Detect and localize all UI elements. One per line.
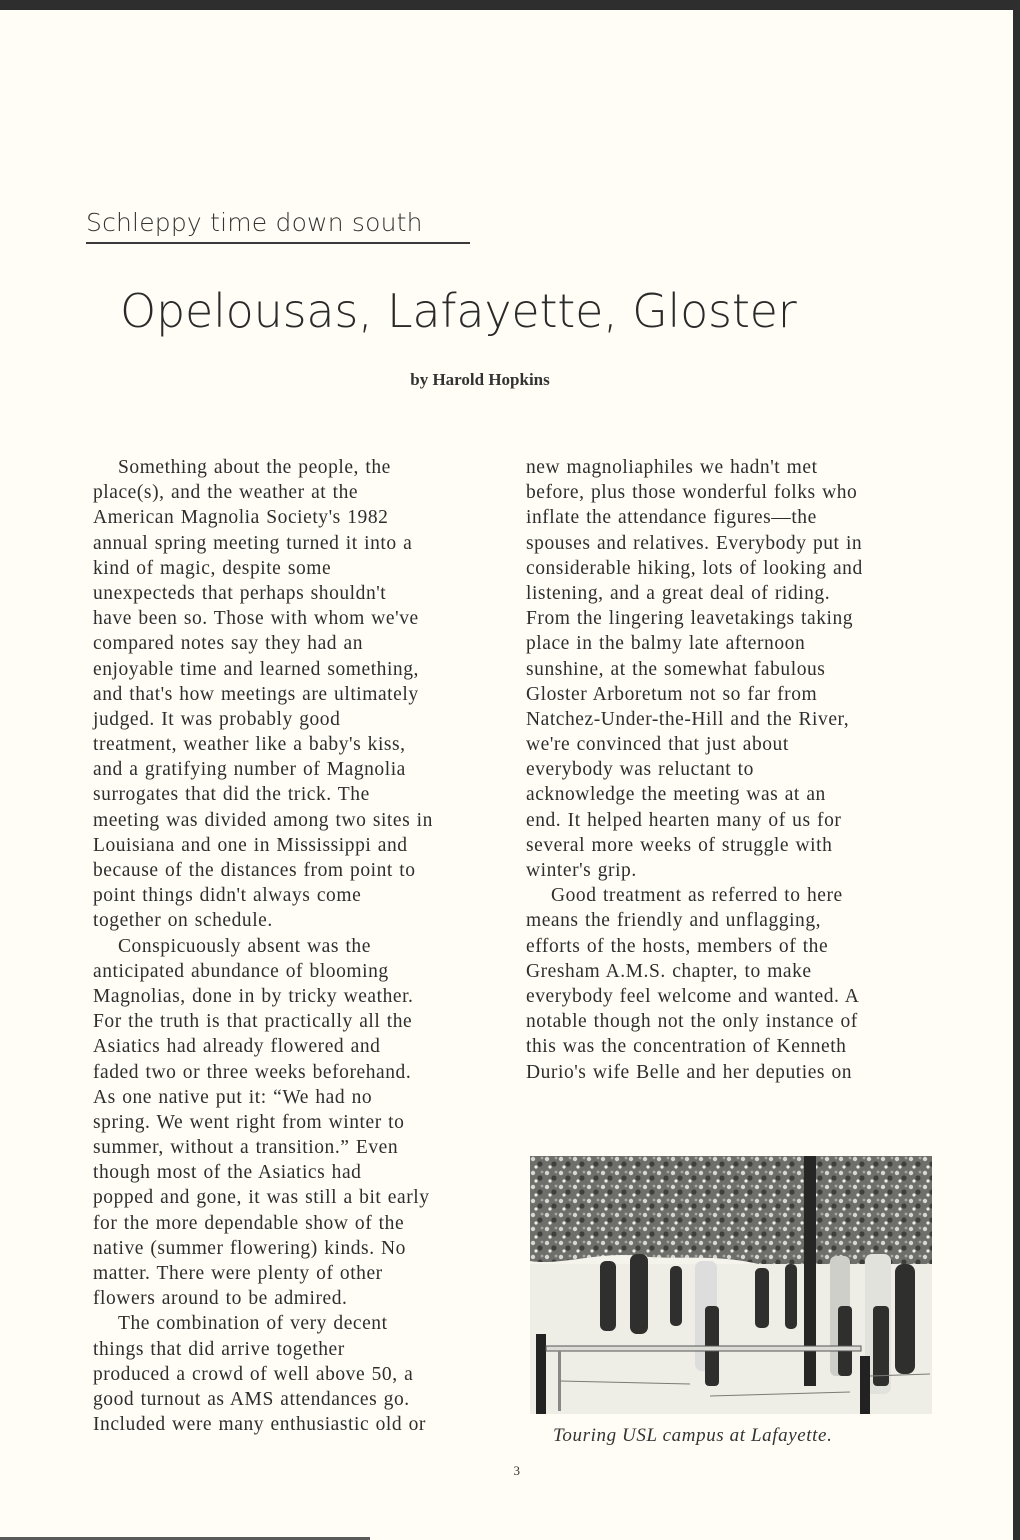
text-line: and that's how meetings are ultimately [93,683,419,705]
text-line: considerable hiking, lots of looking and [526,557,863,579]
text-line: several more weeks of struggle with [526,834,833,856]
article-headline: Opelousas, Lafayette, Gloster [120,284,797,338]
text-line: place in the balmy late afternoon [526,633,806,655]
text-line: spouses and relatives. Everybody put in [526,532,863,554]
text-line: matter. There were plenty of other [93,1263,383,1284]
page-number: 3 [513,1463,520,1478]
text-line: good turnout as AMS attendances go. [93,1388,410,1410]
byline [0,370,960,390]
text-line: have been so. Those with whom we've [93,608,419,630]
text-line: efforts of the hosts, members of the [526,935,829,957]
text-line: things that did arrive together [93,1338,345,1360]
text-line: because of the distances from point to [93,860,416,881]
text-line: Natchez-Under-the-Hill and the River, [526,708,850,730]
text-line: kind of magic, despite some [93,557,332,579]
text-line: summer, without a transition.” Even [93,1137,399,1159]
text-line: new magnoliaphiles we hadn't met [526,457,818,478]
text-line: enjoyable time and learned something, [93,658,419,680]
text-line: Gloster Arboretum not so far from [526,683,818,705]
text-line: before, plus those wonderful folks who [526,482,858,504]
text-line: surrogates that did the trick. The [93,784,370,806]
text-line: Gresham A.M.S. chapter, to make [526,960,812,982]
text-line: For the truth is that practically all the [93,1011,413,1033]
text-line: produced a crowd of well above 50, a [93,1363,414,1385]
text-line: treatment, weather like a baby's kiss, [93,734,406,756]
text-line: flowers around to be admired. [93,1288,348,1310]
text-line: inflate the attendance figures—the [526,507,817,529]
byline-text: by Harold Hopkins [410,370,550,389]
text-line: annual spring meeting turned it into a [93,532,413,554]
text-line: winter's grip. [526,860,637,881]
text-line: faded two or three weeks beforehand. [93,1061,412,1083]
text-line: we're convinced that just about [526,734,789,756]
body-column-right [526,455,946,1085]
text-line: meeting was divided among two sites in [93,809,433,831]
text-line: American Magnolia Society's 1982 [93,507,389,529]
text-line: though most of the Asiatics had [93,1162,362,1184]
text-line: spring. We went right from winter to [93,1111,405,1133]
text-line: unexpecteds that perhaps shouldn't [93,582,387,604]
text-line: The combination of very decent [118,1313,388,1335]
photo-caption: Touring USL campus at Lafayette. [553,1425,833,1446]
text-line: Durio's wife Belle and her deputies on [526,1061,853,1083]
text-line: everybody feel welcome and wanted. A [526,985,860,1007]
text-line: Magnolias, done in by tricky weather. [93,985,414,1007]
text-line: everybody was reluctant to [526,759,754,781]
text-line: sunshine, at the somewhat fabulous [526,658,826,680]
text-line: Good treatment as referred to here [551,885,843,907]
text-line: Included were many enthusiastic old or [93,1414,426,1436]
text-line: Asiatics had already flowered and [93,1036,381,1058]
text-line: this was the concentration of Kenneth [526,1036,847,1058]
text-line: listening, and a great deal of riding. [526,582,831,604]
text-line: end. It helped hearten many of us for [526,809,842,831]
text-line: From the lingering leavetakings taking [526,608,854,630]
body-column-left [93,455,503,1437]
text-line: judged. It was probably good [93,708,341,730]
text-line: Louisiana and one in Mississippi and [93,834,408,856]
text-line: together on schedule. [93,910,273,932]
text-line: and a gratifying number of Magnolia [93,759,406,781]
text-line: As one native put it: “We had no [93,1086,373,1108]
text-line: notable though not the only instance of [526,1011,858,1033]
text-line: Something about the people, the [118,457,391,478]
text-line: for the more dependable show of the [93,1212,405,1234]
scan-right-border [1013,0,1020,1540]
text-line: place(s), and the weather at the [93,482,359,504]
text-line: popped and gone, it was still a bit early [93,1187,430,1209]
scan-top-border [0,0,1020,10]
crowd-photo-illustration [530,1156,932,1414]
text-line: compared notes say they had an [93,633,364,655]
text-line: Conspicuously absent was the [118,935,371,957]
article-photo [530,1156,932,1414]
text-line: anticipated abundance of blooming [93,960,389,982]
text-line: native (summer flowering) kinds. No [93,1237,406,1259]
text-line: point things didn't always come [93,885,362,907]
text-line: acknowledge the meeting was at an [526,784,826,806]
section-kicker: Schleppy time down south [86,208,470,244]
text-line: means the friendly and unflagging, [526,910,822,932]
